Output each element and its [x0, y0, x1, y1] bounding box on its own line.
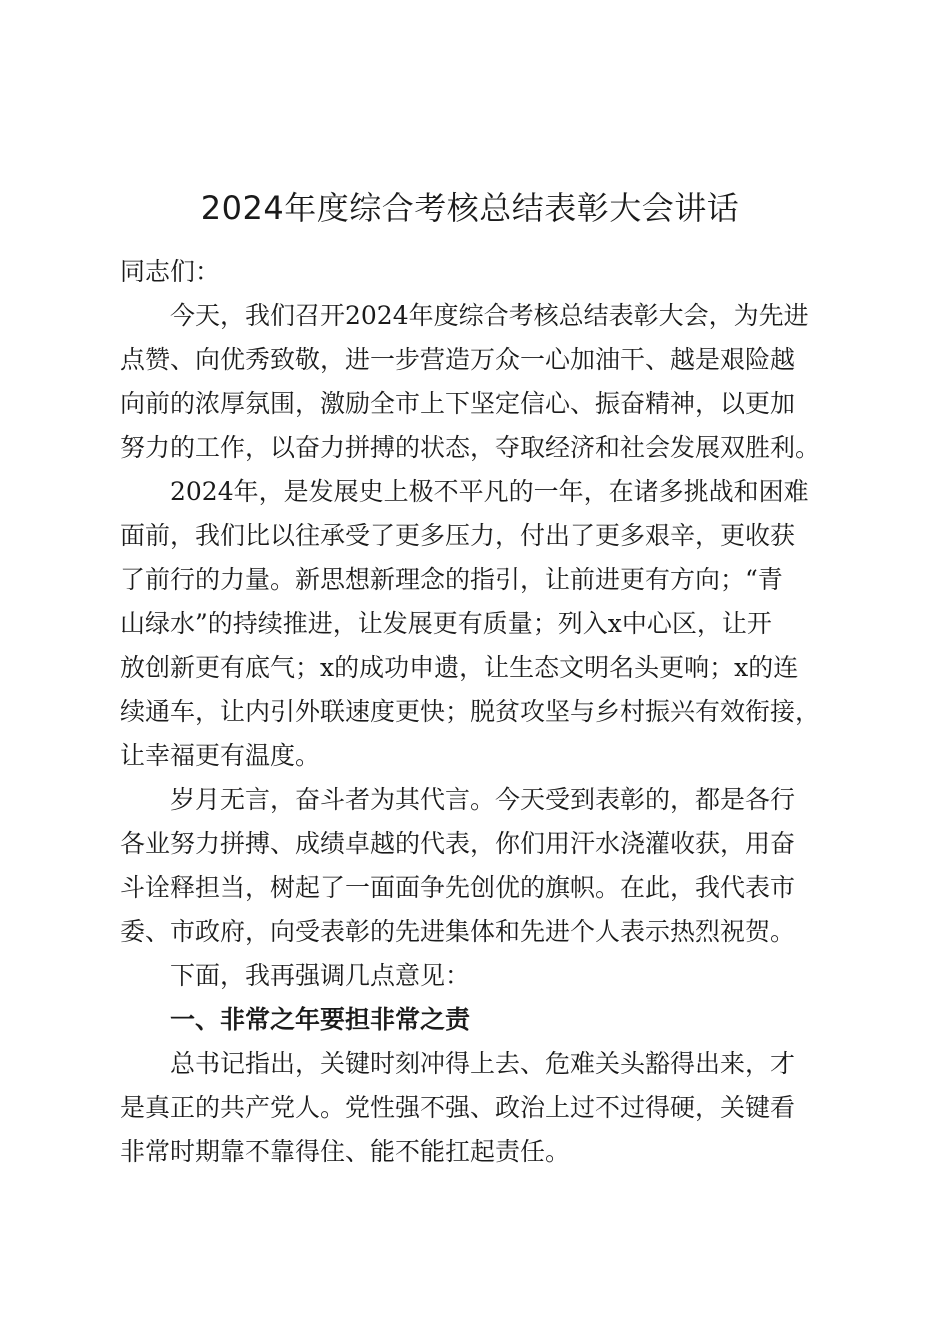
paragraph-1-line-4: 努力的工作，以奋力拼搏的状态，夺取经济和社会发展双胜利。 — [120, 433, 821, 462]
document-title: 2024年度综合考核总结表彰大会讲话 — [200, 189, 740, 227]
section-1-paragraph-line-1: 总书记指出，关键时刻冲得上去、危难关头豁得出来，才 — [170, 1049, 796, 1078]
paragraph-3-line-3: 斗诠释担当，树起了一面面争先创优的旗帜。在此，我代表市 — [120, 873, 796, 902]
paragraph-2-line-5: 放创新更有底气；x的成功申遗，让生态文明名头更响；x的连 — [120, 653, 799, 682]
section-heading-1: 一、非常之年要担非常之责 — [170, 1005, 471, 1034]
paragraph-2-line-4: 山绿水”的持续推进，让发展更有质量；列入x中心区，让开 — [120, 609, 772, 638]
paragraph-2-line-1: 2024年，是发展史上极不平凡的一年，在诸多挑战和困难 — [170, 477, 809, 506]
paragraph-3-line-1: 岁月无言，奋斗者为其代言。今天受到表彰的，都是各行 — [170, 785, 796, 814]
paragraph-1-line-1: 今天，我们召开2024年度综合考核总结表彰大会，为先进 — [170, 301, 809, 330]
paragraph-1-line-2: 点赞、向优秀致敬，进一步营造万众一心加油干、越是艰险越 — [120, 345, 796, 374]
paragraph-4-line-1: 下面，我再强调几点意见： — [170, 961, 471, 990]
section-1-paragraph-line-3: 非常时期靠不靠得住、能不能扛起责任。 — [120, 1137, 571, 1166]
paragraph-2-line-2: 面前，我们比以往承受了更多压力，付出了更多艰辛，更收获 — [120, 521, 796, 550]
paragraph-1-line-3: 向前的浓厚氛围，激励全市上下坚定信心、振奋精神，以更加 — [120, 389, 796, 418]
paragraph-3-line-2: 各业努力拼搏、成绩卓越的代表，你们用汗水浇灌收获，用奋 — [120, 829, 796, 858]
paragraph-2-line-7: 让幸福更有温度。 — [120, 741, 321, 770]
paragraph-2-line-3: 了前行的力量。新思想新理念的指引，让前进更有方向；“青 — [120, 565, 783, 594]
paragraph-2-line-6: 续通车，让内引外联速度更快；脱贫攻坚与乡村振兴有效衔接， — [120, 697, 821, 726]
paragraph-3-line-4: 委、市政府，向受表彰的先进集体和先进个人表示热烈祝贺。 — [120, 917, 796, 946]
salutation: 同志们： — [120, 257, 221, 286]
document-body — [120, 250, 820, 1174]
section-1-paragraph-line-2: 是真正的共产党人。党性强不强、政治上过不过得硬，关键看 — [120, 1093, 796, 1122]
